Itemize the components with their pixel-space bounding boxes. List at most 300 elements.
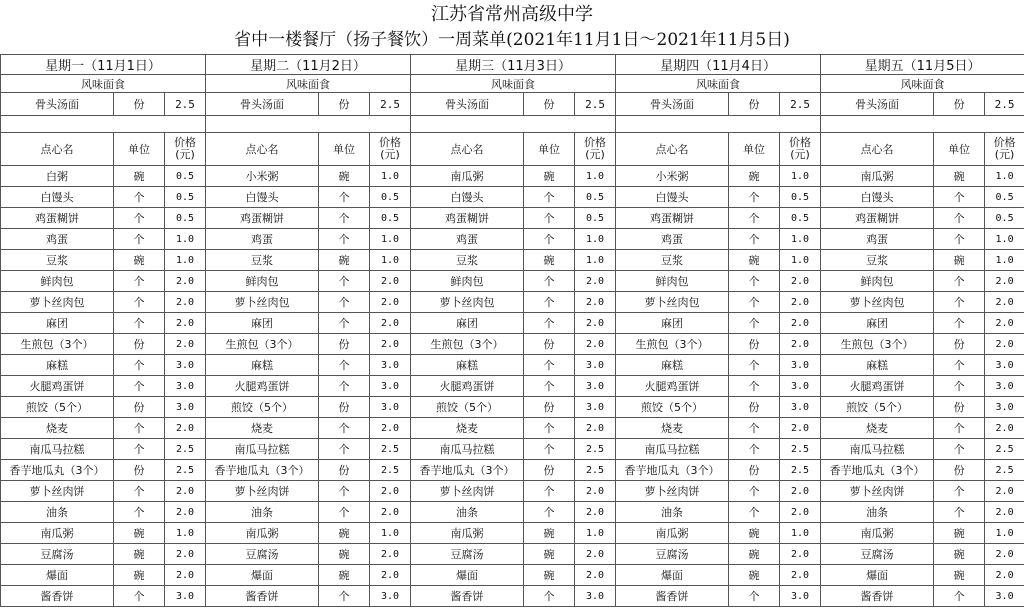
- item-unit: 个: [114, 355, 165, 376]
- spacer-cell: [411, 116, 616, 133]
- day-label: 星期五（11月5日）: [821, 55, 1024, 75]
- category-label: 风味面食: [616, 75, 821, 93]
- item-price: 2.5: [370, 460, 411, 481]
- noodle-price: 2.5: [780, 93, 821, 116]
- item-unit: 个: [319, 313, 370, 334]
- item-price: 0.5: [370, 208, 411, 229]
- header-price: [165, 133, 206, 166]
- item-name: 生煎包（3个）: [411, 334, 524, 355]
- table-row: [1, 334, 1024, 355]
- item-unit: 个: [114, 187, 165, 208]
- item-unit: 碗: [524, 544, 575, 565]
- header-price-line1: 价格: [993, 136, 1016, 149]
- item-price: 3.0: [370, 586, 411, 607]
- item-price: 2.0: [165, 481, 206, 502]
- item-name: 酱香饼: [1, 586, 114, 607]
- item-name: 白馒头: [206, 187, 319, 208]
- table-row: [1, 544, 1024, 565]
- day-header-row: [1, 55, 1024, 75]
- item-price: 1.0: [780, 166, 821, 187]
- table-row: [1, 376, 1024, 397]
- day-label: 星期一（11月1日）: [1, 55, 206, 75]
- item-name: 萝卜丝肉饼: [206, 481, 319, 502]
- item-price: 3.0: [985, 376, 1024, 397]
- item-name: 油条: [821, 502, 934, 523]
- item-unit: 个: [114, 292, 165, 313]
- noodle-name: 骨头汤面: [411, 93, 524, 116]
- item-name: 白馒头: [821, 187, 934, 208]
- item-price: 2.0: [165, 292, 206, 313]
- item-unit: 个: [114, 376, 165, 397]
- header-price-line1: 价格: [789, 136, 812, 149]
- item-name: 南瓜粥: [616, 523, 729, 544]
- item-unit: 个: [729, 208, 780, 229]
- item-name: 煎饺（5个）: [206, 397, 319, 418]
- item-name: 豆腐汤: [1, 544, 114, 565]
- day-label: 星期三（11月3日）: [411, 55, 616, 75]
- noodle-name: 骨头汤面: [206, 93, 319, 116]
- category-label: 风味面食: [411, 75, 616, 93]
- item-unit: 份: [934, 334, 985, 355]
- item-name: 鸡蛋: [616, 229, 729, 250]
- item-unit: 个: [114, 271, 165, 292]
- item-unit: 个: [729, 418, 780, 439]
- item-price: 3.0: [575, 397, 616, 418]
- item-unit: 个: [319, 187, 370, 208]
- item-price: 2.0: [985, 544, 1024, 565]
- item-name: 南瓜马拉糕: [1, 439, 114, 460]
- item-unit: 个: [114, 502, 165, 523]
- item-price: 2.0: [575, 481, 616, 502]
- item-name: 鸡蛋糊饼: [1, 208, 114, 229]
- item-unit: 碗: [319, 166, 370, 187]
- item-unit: 份: [114, 460, 165, 481]
- item-unit: 个: [729, 313, 780, 334]
- item-price: 2.0: [780, 418, 821, 439]
- item-name: 爆面: [1, 565, 114, 586]
- item-price: 1.0: [165, 250, 206, 271]
- item-unit: 个: [934, 313, 985, 334]
- item-price: 3.0: [370, 355, 411, 376]
- table-row: [1, 355, 1024, 376]
- item-name: 豆腐汤: [616, 544, 729, 565]
- item-unit: 份: [524, 397, 575, 418]
- item-name: 豆浆: [821, 250, 934, 271]
- item-price: 2.0: [575, 418, 616, 439]
- item-name: 麻糕: [616, 355, 729, 376]
- item-price: 0.5: [575, 187, 616, 208]
- item-unit: 碗: [934, 523, 985, 544]
- item-unit: 个: [729, 292, 780, 313]
- item-name: 小米粥: [616, 166, 729, 187]
- item-name: 火腿鸡蛋饼: [1, 376, 114, 397]
- item-price: 2.0: [985, 418, 1024, 439]
- item-name: 麻糕: [1, 355, 114, 376]
- table-row: [1, 418, 1024, 439]
- header-price-line1: 价格: [584, 136, 607, 149]
- item-name: 火腿鸡蛋饼: [206, 376, 319, 397]
- item-name: 麻糕: [821, 355, 934, 376]
- item-name: 萝卜丝肉包: [1, 292, 114, 313]
- item-price: 2.5: [985, 460, 1024, 481]
- item-unit: 个: [729, 586, 780, 607]
- item-unit: 个: [524, 355, 575, 376]
- item-name: 香芋地瓜丸（3个）: [411, 460, 524, 481]
- spacer-cell: [1, 116, 206, 133]
- header-unit: 单位: [524, 133, 575, 166]
- item-price: 0.5: [985, 208, 1024, 229]
- noodle-unit: 份: [114, 93, 165, 116]
- day-label: 星期二（11月2日）: [206, 55, 411, 75]
- item-price: 2.0: [780, 313, 821, 334]
- item-name: 火腿鸡蛋饼: [616, 376, 729, 397]
- item-unit: 份: [729, 397, 780, 418]
- item-name: 白馒头: [411, 187, 524, 208]
- item-unit: 个: [114, 418, 165, 439]
- item-price: 1.0: [575, 229, 616, 250]
- item-name: 煎饺（5个）: [821, 397, 934, 418]
- item-unit: 个: [319, 439, 370, 460]
- item-name: 爆面: [411, 565, 524, 586]
- item-name: 鲜肉包: [821, 271, 934, 292]
- item-price: 2.0: [370, 502, 411, 523]
- item-name: 酱香饼: [411, 586, 524, 607]
- item-price: 3.0: [985, 355, 1024, 376]
- header-price-line2: (元): [790, 148, 810, 161]
- item-name: 烧麦: [616, 418, 729, 439]
- header-unit: 单位: [729, 133, 780, 166]
- item-unit: 份: [114, 334, 165, 355]
- table-row: [1, 523, 1024, 544]
- item-price: 3.0: [780, 376, 821, 397]
- item-name: 鸡蛋: [821, 229, 934, 250]
- item-unit: 个: [729, 439, 780, 460]
- item-name: 烧麦: [821, 418, 934, 439]
- header-unit: 单位: [319, 133, 370, 166]
- item-name: 烧麦: [1, 418, 114, 439]
- item-name: 南瓜马拉糕: [616, 439, 729, 460]
- item-name: 麻团: [206, 313, 319, 334]
- item-unit: 份: [934, 397, 985, 418]
- item-name: 鸡蛋糊饼: [821, 208, 934, 229]
- item-price: 1.0: [370, 523, 411, 544]
- item-unit: 个: [319, 208, 370, 229]
- header-price-line2: (元): [380, 148, 400, 161]
- item-price: 1.0: [985, 250, 1024, 271]
- item-name: 麻团: [1, 313, 114, 334]
- item-price: 1.0: [165, 229, 206, 250]
- item-name: 麻团: [616, 313, 729, 334]
- item-unit: 个: [319, 292, 370, 313]
- item-unit: 碗: [524, 166, 575, 187]
- item-price: 2.0: [985, 313, 1024, 334]
- item-price: 2.0: [780, 334, 821, 355]
- item-unit: 碗: [319, 523, 370, 544]
- category-label: 风味面食: [1, 75, 206, 93]
- item-unit: 个: [524, 229, 575, 250]
- item-unit: 碗: [729, 166, 780, 187]
- menu-subtitle: 省中一楼餐厅（扬子餐饮）一周菜单(2021年11月1日～2021年11月5日): [234, 30, 790, 50]
- item-price: 0.5: [780, 187, 821, 208]
- spacer-cell: [616, 116, 821, 133]
- noodle-price: 2.5: [370, 93, 411, 116]
- item-name: 香芋地瓜丸（3个）: [821, 460, 934, 481]
- noodle-unit: 份: [319, 93, 370, 116]
- item-name: 煎饺（5个）: [411, 397, 524, 418]
- day-label: 星期四（11月4日）: [616, 55, 821, 75]
- item-unit: 个: [319, 418, 370, 439]
- item-price: 2.0: [780, 292, 821, 313]
- item-price: 2.0: [575, 565, 616, 586]
- noodle-price: 2.5: [985, 93, 1024, 116]
- item-name: 鸡蛋糊饼: [411, 208, 524, 229]
- item-unit: 个: [934, 481, 985, 502]
- item-unit: 个: [114, 313, 165, 334]
- table-row: [1, 439, 1024, 460]
- item-unit: 份: [524, 334, 575, 355]
- item-name: 麻团: [821, 313, 934, 334]
- item-price: 3.0: [575, 376, 616, 397]
- item-price: 0.5: [165, 208, 206, 229]
- item-name: 火腿鸡蛋饼: [821, 376, 934, 397]
- item-price: 2.0: [575, 502, 616, 523]
- item-price: 3.0: [165, 397, 206, 418]
- item-price: 2.5: [575, 439, 616, 460]
- item-price: 2.5: [780, 460, 821, 481]
- item-price: 2.0: [165, 544, 206, 565]
- item-price: 1.0: [780, 250, 821, 271]
- category-label: 风味面食: [206, 75, 411, 93]
- item-price: 3.0: [165, 355, 206, 376]
- header-item-name: 点心名: [1, 133, 114, 166]
- item-name: 南瓜粥: [411, 166, 524, 187]
- item-unit: 碗: [934, 565, 985, 586]
- item-price: 3.0: [165, 586, 206, 607]
- column-header-row: [1, 133, 1024, 166]
- item-price: 0.5: [370, 187, 411, 208]
- item-unit: 个: [524, 502, 575, 523]
- item-unit: 个: [729, 481, 780, 502]
- item-unit: 碗: [114, 544, 165, 565]
- item-unit: 碗: [114, 523, 165, 544]
- item-price: 2.0: [780, 502, 821, 523]
- item-name: 豆浆: [411, 250, 524, 271]
- table-row: [1, 250, 1024, 271]
- item-name: 火腿鸡蛋饼: [411, 376, 524, 397]
- header-price: [370, 133, 411, 166]
- item-name: 香芋地瓜丸（3个）: [206, 460, 319, 481]
- item-price: 2.0: [370, 334, 411, 355]
- item-name: 油条: [206, 502, 319, 523]
- item-name: 生煎包（3个）: [1, 334, 114, 355]
- item-price: 2.0: [575, 292, 616, 313]
- table-row: [1, 460, 1024, 481]
- item-unit: 碗: [729, 565, 780, 586]
- item-name: 香芋地瓜丸（3个）: [616, 460, 729, 481]
- table-row: [1, 502, 1024, 523]
- item-unit: 个: [729, 187, 780, 208]
- item-unit: 个: [934, 502, 985, 523]
- header-price-line2: (元): [994, 148, 1015, 161]
- item-unit: 个: [114, 208, 165, 229]
- item-name: 白馒头: [616, 187, 729, 208]
- item-price: 2.0: [165, 271, 206, 292]
- noodle-price: 2.5: [165, 93, 206, 116]
- item-price: 2.0: [985, 481, 1024, 502]
- spacer-row: [1, 116, 1024, 133]
- item-unit: 个: [934, 376, 985, 397]
- item-name: 油条: [1, 502, 114, 523]
- noodle-price: 2.5: [575, 93, 616, 116]
- item-unit: 碗: [319, 565, 370, 586]
- item-unit: 个: [524, 208, 575, 229]
- item-price: 2.5: [370, 439, 411, 460]
- item-name: 爆面: [206, 565, 319, 586]
- item-price: 3.0: [985, 397, 1024, 418]
- item-name: 煎饺（5个）: [616, 397, 729, 418]
- table-row: [1, 565, 1024, 586]
- table-row: [1, 481, 1024, 502]
- item-price: 3.0: [780, 397, 821, 418]
- item-unit: 个: [319, 502, 370, 523]
- item-unit: 个: [934, 187, 985, 208]
- item-unit: 碗: [934, 166, 985, 187]
- item-price: 3.0: [985, 586, 1024, 607]
- header-item-name: 点心名: [411, 133, 524, 166]
- item-price: 3.0: [370, 376, 411, 397]
- item-unit: 个: [319, 586, 370, 607]
- item-name: 鲜肉包: [616, 271, 729, 292]
- item-price: 3.0: [575, 355, 616, 376]
- item-unit: 个: [729, 502, 780, 523]
- item-unit: 个: [524, 418, 575, 439]
- item-price: 1.0: [780, 229, 821, 250]
- item-name: 烧麦: [411, 418, 524, 439]
- item-name: 酱香饼: [206, 586, 319, 607]
- item-price: 2.0: [575, 544, 616, 565]
- item-name: 煎饺（5个）: [1, 397, 114, 418]
- header-item-name: 点心名: [616, 133, 729, 166]
- item-name: 豆腐汤: [206, 544, 319, 565]
- item-name: 酱香饼: [821, 586, 934, 607]
- item-price: 2.0: [165, 313, 206, 334]
- item-price: 3.0: [780, 355, 821, 376]
- item-unit: 个: [934, 355, 985, 376]
- item-name: 萝卜丝肉饼: [1, 481, 114, 502]
- item-unit: 碗: [729, 544, 780, 565]
- item-name: 鸡蛋: [206, 229, 319, 250]
- item-price: 2.0: [780, 271, 821, 292]
- header-price-line1: 价格: [379, 136, 402, 149]
- item-name: 鸡蛋糊饼: [206, 208, 319, 229]
- item-unit: 碗: [524, 523, 575, 544]
- item-name: 鲜肉包: [206, 271, 319, 292]
- item-name: 豆浆: [206, 250, 319, 271]
- item-unit: 个: [934, 208, 985, 229]
- item-unit: 个: [524, 481, 575, 502]
- item-price: 2.0: [985, 271, 1024, 292]
- item-unit: 个: [319, 355, 370, 376]
- item-name: 生煎包（3个）: [616, 334, 729, 355]
- item-price: 0.5: [165, 187, 206, 208]
- table-row: [1, 187, 1024, 208]
- item-name: 萝卜丝肉包: [206, 292, 319, 313]
- item-name: 鸡蛋: [1, 229, 114, 250]
- item-name: 萝卜丝肉包: [821, 292, 934, 313]
- item-name: 鸡蛋: [411, 229, 524, 250]
- item-price: 1.0: [575, 166, 616, 187]
- item-name: 萝卜丝肉饼: [616, 481, 729, 502]
- item-price: 2.5: [165, 439, 206, 460]
- item-name: 鲜肉包: [411, 271, 524, 292]
- header-price-line2: (元): [585, 148, 605, 161]
- item-price: 1.0: [985, 166, 1024, 187]
- item-name: 酱香饼: [616, 586, 729, 607]
- item-price: 2.0: [370, 481, 411, 502]
- item-name: 萝卜丝肉饼: [411, 481, 524, 502]
- item-unit: 个: [729, 271, 780, 292]
- item-unit: 碗: [114, 166, 165, 187]
- item-unit: 个: [319, 229, 370, 250]
- item-price: 2.0: [370, 271, 411, 292]
- item-name: 生煎包（3个）: [206, 334, 319, 355]
- item-unit: 碗: [319, 544, 370, 565]
- item-unit: 碗: [319, 250, 370, 271]
- item-price: 1.0: [575, 250, 616, 271]
- item-price: 2.0: [985, 502, 1024, 523]
- category-label: 风味面食: [821, 75, 1024, 93]
- item-unit: 份: [114, 397, 165, 418]
- noodle-row: [1, 93, 1024, 116]
- item-unit: 个: [729, 229, 780, 250]
- item-unit: 个: [114, 229, 165, 250]
- item-unit: 个: [729, 355, 780, 376]
- item-unit: 碗: [729, 523, 780, 544]
- header-price: [575, 133, 616, 166]
- table-row: [1, 271, 1024, 292]
- item-unit: 碗: [934, 250, 985, 271]
- item-name: 南瓜粥: [411, 523, 524, 544]
- item-unit: 份: [319, 397, 370, 418]
- item-price: 3.0: [370, 397, 411, 418]
- item-unit: 个: [729, 376, 780, 397]
- item-name: 南瓜粥: [821, 523, 934, 544]
- item-price: 2.0: [575, 271, 616, 292]
- item-unit: 个: [319, 481, 370, 502]
- item-name: 香芋地瓜丸（3个）: [1, 460, 114, 481]
- item-unit: 份: [319, 460, 370, 481]
- school-title: 江苏省常州高级中学: [431, 4, 593, 25]
- item-price: 2.5: [575, 460, 616, 481]
- item-name: 麻团: [411, 313, 524, 334]
- item-name: 南瓜粥: [821, 166, 934, 187]
- header-price-line2: (元): [175, 148, 195, 161]
- item-name: 生煎包（3个）: [821, 334, 934, 355]
- item-price: 2.0: [575, 313, 616, 334]
- item-price: 2.0: [165, 565, 206, 586]
- item-name: 油条: [616, 502, 729, 523]
- item-name: 萝卜丝肉包: [616, 292, 729, 313]
- item-name: 豆浆: [1, 250, 114, 271]
- item-price: 2.0: [780, 481, 821, 502]
- item-name: 南瓜马拉糕: [411, 439, 524, 460]
- item-price: 1.0: [370, 166, 411, 187]
- item-unit: 个: [524, 439, 575, 460]
- item-price: 2.0: [985, 292, 1024, 313]
- item-name: 萝卜丝肉饼: [821, 481, 934, 502]
- item-unit: 个: [934, 586, 985, 607]
- item-price: 1.0: [985, 229, 1024, 250]
